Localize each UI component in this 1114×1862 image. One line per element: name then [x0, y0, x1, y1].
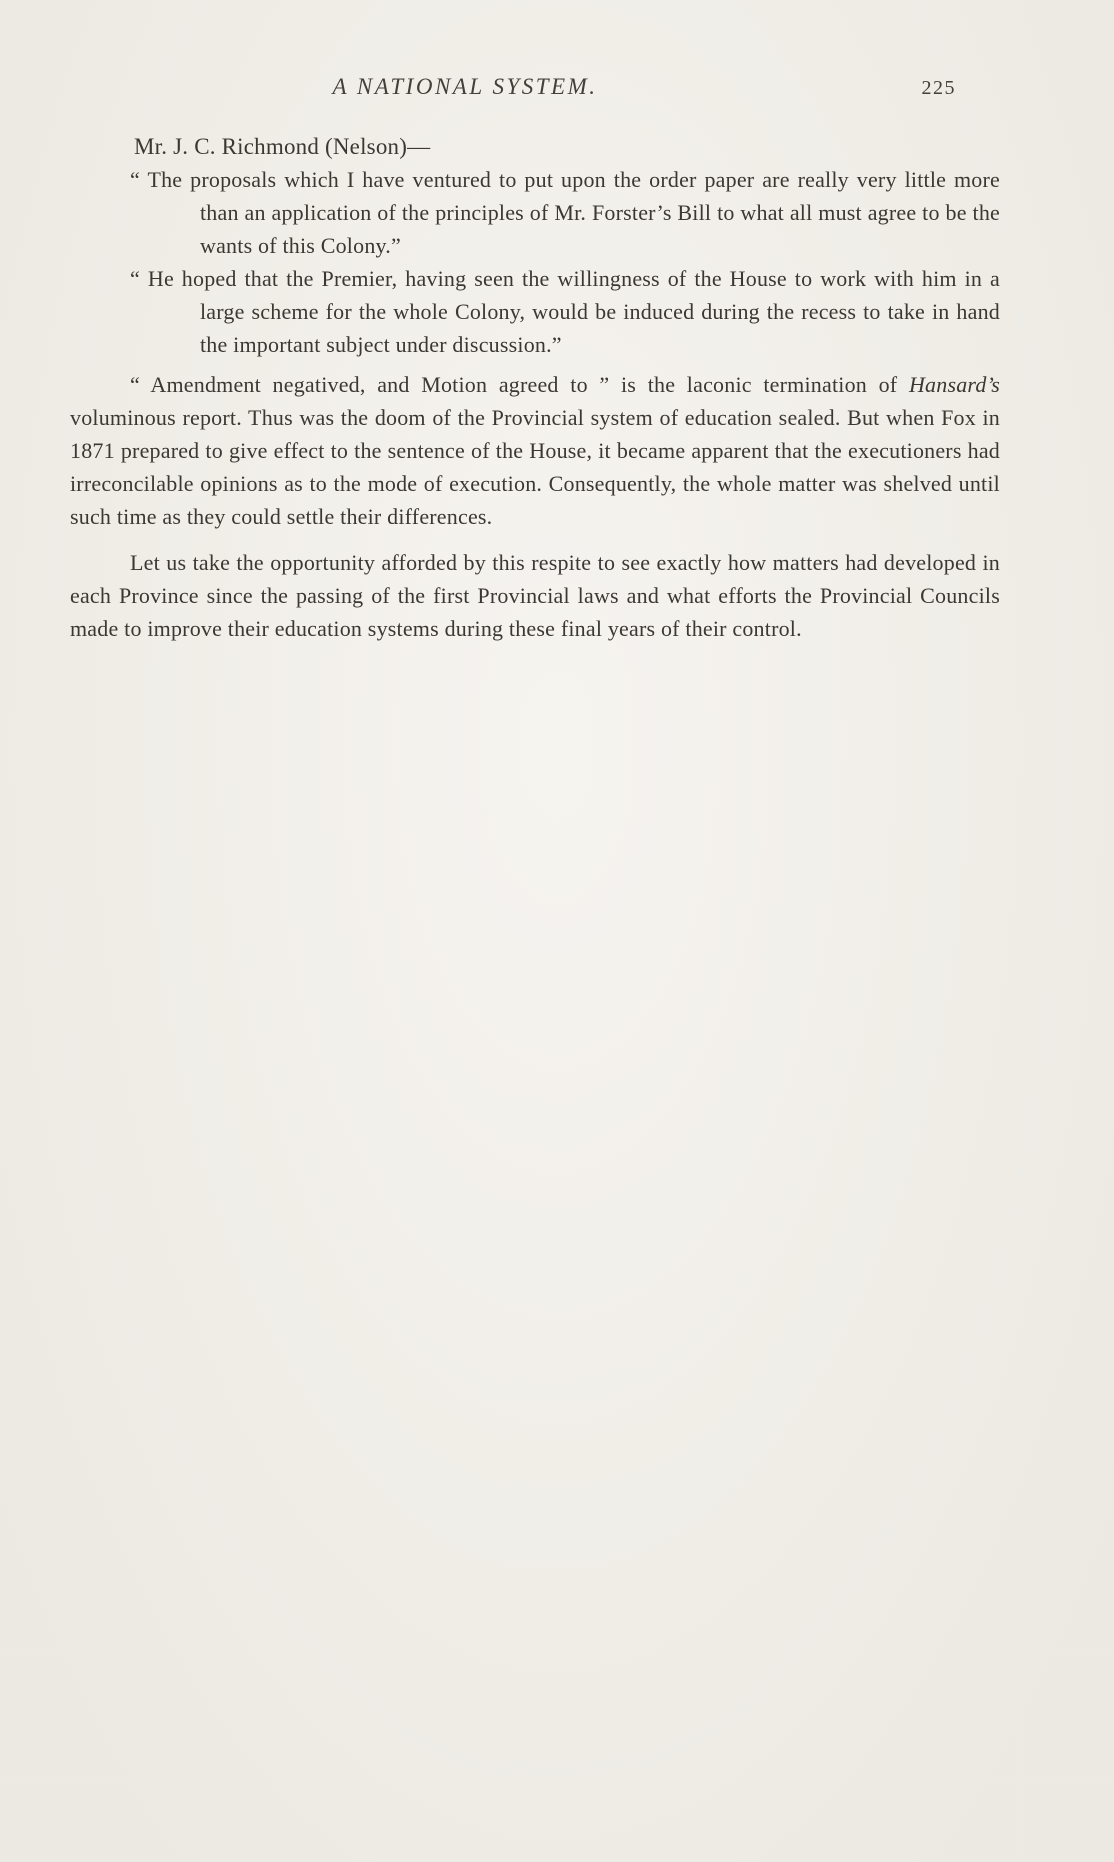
page-number: 225 — [921, 77, 956, 99]
hansards-italic: Hansard’s — [908, 372, 1000, 397]
quote-block-1: “ The proposals which I have ventured to put upon the order paper are really very little more than an application of the principles of Mr. Forster’s Bill to what all must agree to be the wants of this Colony.” — [130, 167, 1000, 258]
running-header — [70, 74, 1000, 108]
paragraph-1-rest: voluminous report. Thus was the doom of the Provincial system of education sealed. But when Fox in 1871 prepared to give effect to the sentence of the House, it became apparent that the executioners had irreconcilable opinions as to the mode of execution. Consequently, the whole matter was shelved until such time as they could settle their differences. — [70, 405, 1000, 529]
running-title: A NATIONAL SYSTEM. — [332, 74, 598, 99]
speaker-line: Mr. J. C. Richmond (Nelson)— — [134, 134, 431, 159]
page-body — [70, 130, 1000, 645]
paragraph-1-lead: “ Amendment negatived, and Motion agreed to ” is the laconic termination of — [130, 372, 909, 397]
paragraph-1 — [70, 368, 1000, 533]
quote-block-2: “ He hoped that the Premier, having seen the willingness of the House to work with him in a large scheme for the whole Colony, would be induced during the recess to take in hand the important subject under discussion.” — [130, 266, 1000, 357]
paragraph-2: Let us take the opportunity afforded by this respite to see exactly how matters had developed in each Province since the passing of the first Provincial laws and what efforts the Provincial Councils made to improve their education systems during these final years of their control. — [70, 550, 1000, 641]
